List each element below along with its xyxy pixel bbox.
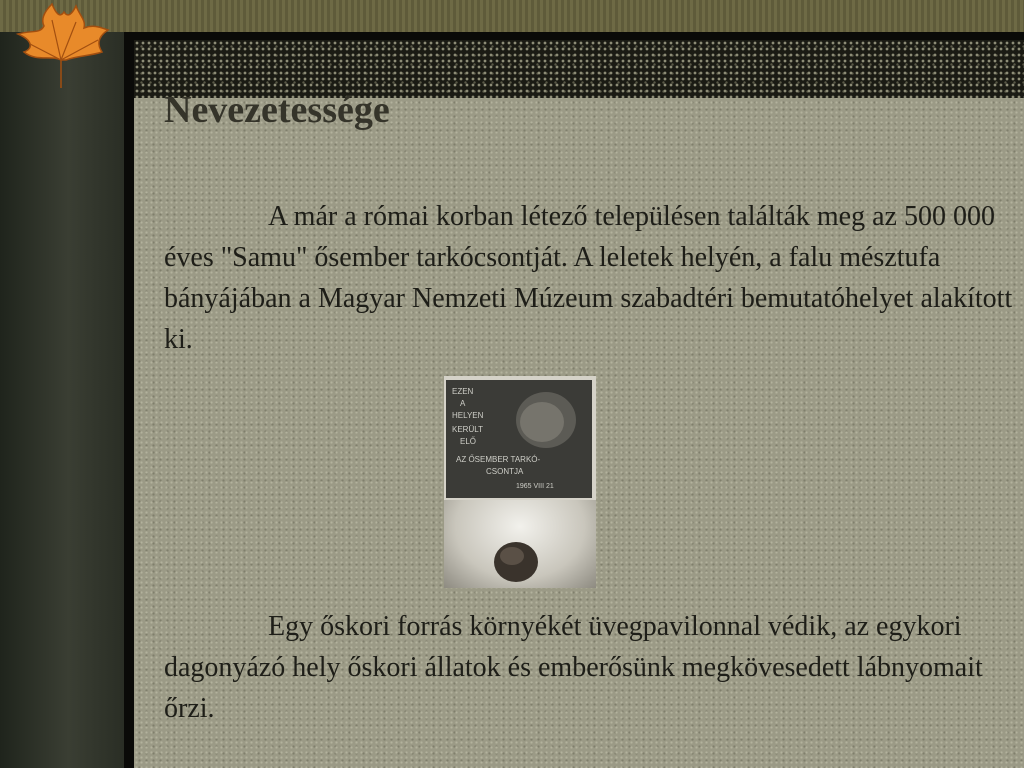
limestone-base: [444, 500, 596, 588]
plaque-text-line: KERÜLT: [452, 425, 483, 434]
paragraph-pavilion-text: Egy őskori forrás környékét üvegpavilonnal védik, az egykori dagonyázó hely őskori állatok és emberősünk megkövesedett lábnyomait őrzi.: [164, 611, 983, 724]
plaque-text-line: EZEN: [452, 387, 474, 396]
plaque-text-line: HELYEN: [452, 411, 484, 420]
paragraph-samu-text: A már a római korban létező településen találták meg az 500 000 éves "Samu" ősember tarkócsontját. A leletek helyén, a falu mésztufa bányájában a Magyar Nemzeti Múzeum szabadtéri bemutatóhelyet alakított ki.: [164, 201, 1013, 355]
plaque-text-line: 1965 VIII 21: [516, 483, 554, 490]
top-decor-strip: [0, 0, 1024, 32]
plaque-text-line: ELŐ: [460, 437, 477, 446]
slide-content-area: [134, 40, 1024, 768]
slide-title: Nevezetessége: [164, 89, 390, 131]
autumn-leaf-icon: [6, 0, 116, 92]
paragraph-pavilion: [164, 606, 1014, 729]
plaque-relief: [446, 380, 592, 498]
left-separator: [124, 32, 134, 768]
plaque-text-line: CSONTJA: [486, 467, 524, 476]
memorial-plaque-photo: [444, 376, 596, 588]
left-decor-panel: [0, 32, 124, 768]
slide-top-border: [134, 32, 1024, 40]
paragraph-samu: [164, 196, 1014, 360]
fossil-skull-relief: [444, 500, 596, 588]
plaque-text-line: A: [460, 399, 466, 408]
plaque-text-line: AZ ŐSEMBER TARKÓ-: [456, 455, 541, 464]
plaque: [446, 380, 592, 498]
